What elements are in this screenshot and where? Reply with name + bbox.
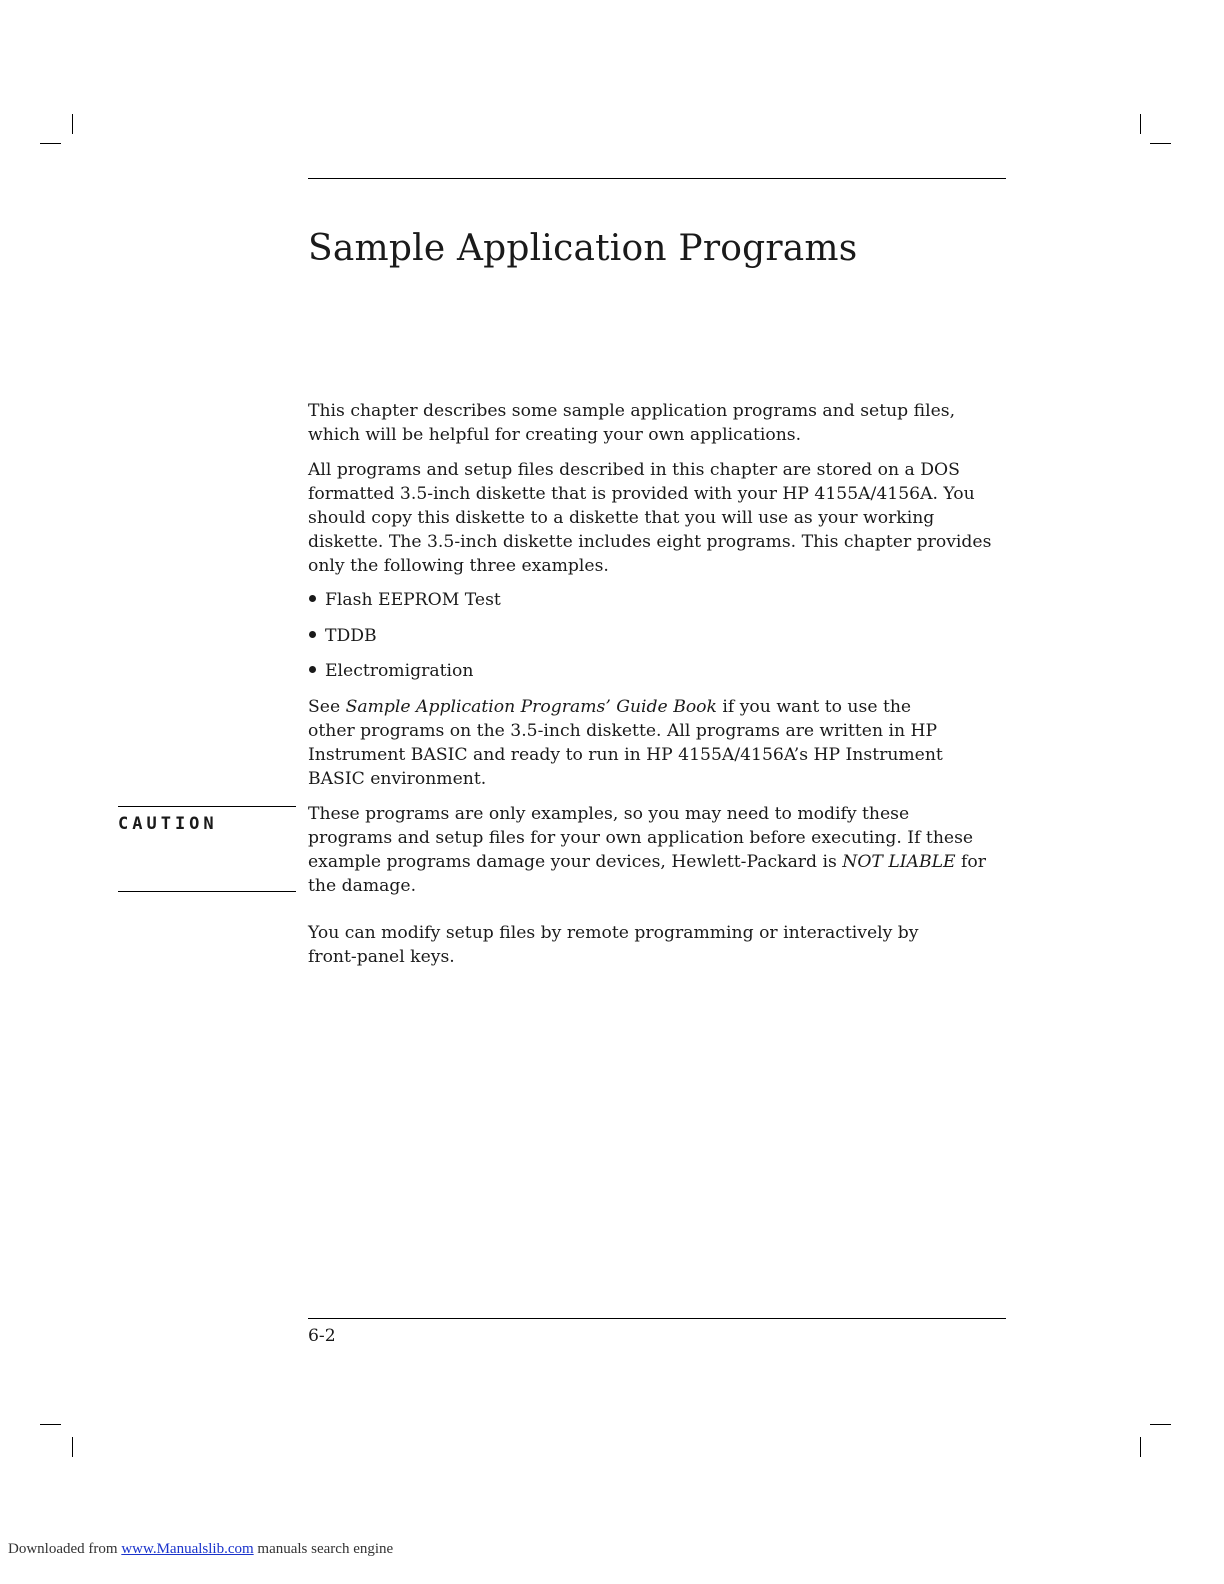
chapter-title: Sample Application Programs [308, 228, 858, 269]
text-line [308, 695, 1020, 719]
modify-paragraph [308, 921, 1020, 969]
crop-mark [72, 1437, 73, 1457]
caution-prefix: example programs damage your devices, Hewlett-Packard is [308, 852, 843, 872]
crop-mark [1140, 114, 1141, 134]
caution-bottom-rule [118, 891, 296, 892]
not-liable-emphasis: NOT LIABLE [842, 852, 956, 872]
bullet-icon [309, 666, 316, 673]
page-number: 6-2 [308, 1326, 336, 1346]
text-line: diskette. The 3.5-inch diskette includes eight programs. This chapter provides [308, 532, 992, 552]
crop-mark [1150, 143, 1171, 144]
intro-paragraph [308, 399, 1020, 447]
crop-mark [1150, 1424, 1171, 1425]
list-item-tddb [308, 624, 377, 648]
caution-top-rule [118, 806, 296, 807]
guide-prefix: See [308, 697, 346, 717]
footer-prefix: Downloaded from [8, 1541, 122, 1557]
text-line: BASIC environment. [308, 769, 487, 789]
guide-suffix: if you want to use the [716, 697, 912, 717]
crop-mark [40, 143, 61, 144]
list-item-label: Electromigration [325, 661, 474, 681]
text-line: the damage. [308, 876, 417, 896]
caution-suffix: for [955, 852, 986, 872]
text-line: which will be helpful for creating your own applications. [308, 425, 802, 445]
manualslib-link[interactable]: www.Manualslib.com [121, 1541, 254, 1557]
bullet-icon [309, 595, 316, 602]
text-line: should copy this diskette to a diskette that you will use as your working [308, 508, 935, 528]
footer-rule [308, 1318, 1006, 1319]
list-item-label: TDDB [325, 626, 377, 646]
crop-mark [1140, 1437, 1141, 1457]
text-line: Instrument BASIC and ready to run in HP 4155A/4156A’s HP Instrument [308, 745, 943, 765]
text-line [308, 850, 1020, 874]
list-item-label: Flash EEPROM Test [325, 590, 501, 610]
text-line: front-panel keys. [308, 947, 455, 967]
list-item-electromigration [308, 659, 473, 683]
guide-paragraph [308, 695, 1020, 791]
guide-book-title: Sample Application Programs’ Guide Book [345, 697, 717, 717]
storage-paragraph [308, 458, 1020, 578]
crop-mark [72, 114, 73, 134]
text-line: You can modify setup files by remote programming or interactively by [308, 923, 919, 943]
list-item-flash-eeprom [308, 588, 501, 612]
caution-label: CAUTION [118, 814, 218, 834]
crop-mark [40, 1424, 61, 1425]
text-line: formatted 3.5-inch diskette that is provided with your HP 4155A/4156A. You [308, 484, 975, 504]
text-line: only the following three examples. [308, 556, 609, 576]
header-rule [308, 178, 1006, 179]
text-line: These programs are only examples, so you may need to modify these [308, 804, 910, 824]
footer-suffix: manuals search engine [253, 1541, 394, 1557]
caution-text [308, 802, 1020, 898]
download-footer [8, 1541, 393, 1558]
text-line: other programs on the 3.5-inch diskette. All programs are written in HP [308, 721, 938, 741]
bullet-icon [309, 631, 316, 638]
text-line: programs and setup files for your own application before executing. If these [308, 828, 974, 848]
text-line: All programs and setup files described in this chapter are stored on a DOS [308, 460, 960, 480]
text-line: This chapter describes some sample application programs and setup files, [308, 401, 956, 421]
